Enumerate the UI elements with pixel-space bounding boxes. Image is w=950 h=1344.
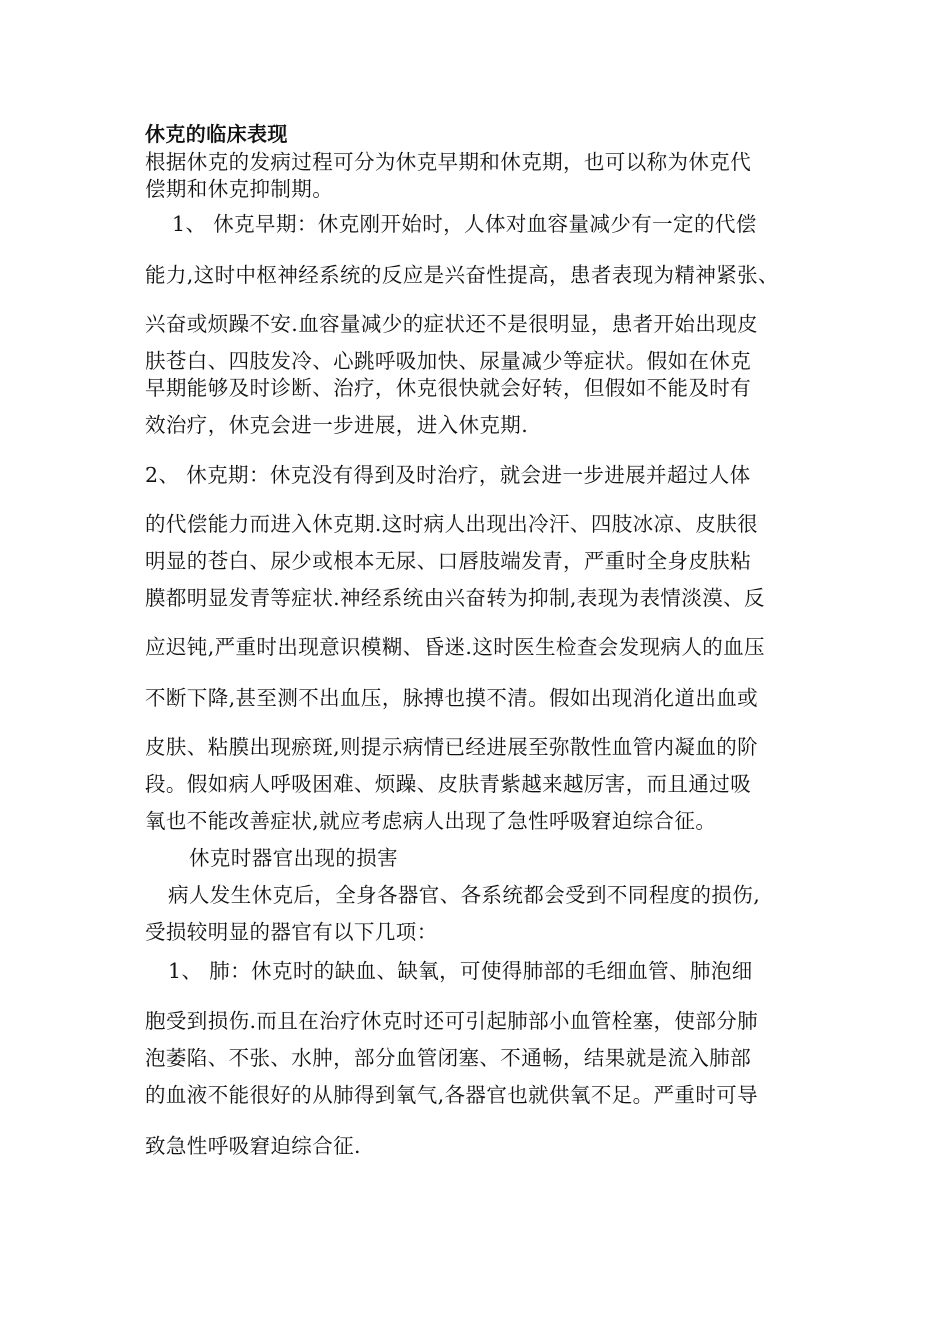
text-line: 应迟钝,严重时出现意识模糊、昏迷.这时医生检查会发现病人的血压 <box>145 635 765 659</box>
text-line: 受损较明显的器官有以下几项： <box>145 920 438 944</box>
text-line: 致急性呼吸窘迫综合征. <box>145 1134 361 1158</box>
document-title: 休克的临床表现 <box>145 122 288 146</box>
text-line: 段。假如病人呼吸困难、烦躁、皮肤青紫越来越厉害，而且通过吸 <box>145 772 752 796</box>
text-line: 病人发生休克后，全身各器官、各系统都会受到不同程度的损伤, <box>168 883 761 907</box>
text-line: 肤苍白、四肢发冷、心跳呼吸加快、尿量减少等症状。假如在休克 <box>145 349 752 373</box>
text-line: 泡萎陷、不张、水肿，部分血管闭塞、不通畅，结果就是流入肺部 <box>145 1046 752 1070</box>
text-line: 效治疗，休克会进一步进展，进入休克期. <box>145 413 529 437</box>
text-line: 胞受到损伤.而且在治疗休克时还可引起肺部小血管栓塞，使部分肺 <box>145 1009 759 1033</box>
text-line: 氧也不能改善症状,就应考虑病人出现了急性呼吸窘迫综合征。 <box>145 809 717 833</box>
text-line: 兴奋或烦躁不安.血容量减少的症状还不是很明显，患者开始出现皮 <box>145 312 759 336</box>
text-line: 的血液不能很好的从肺得到氧气,各器官也就供氧不足。严重时可导 <box>145 1083 759 1107</box>
text-line: 1、 休克早期：休克刚开始时，人体对血容量减少有一定的代偿 <box>172 212 757 236</box>
text-line: 2、 休克期：休克没有得到及时治疗，就会进一步进展并超过人体 <box>145 463 751 487</box>
text-line: 能力,这时中枢神经系统的反应是兴奋性提高，患者表现为精神紧张、 <box>145 263 779 287</box>
text-line: 膜都明显发青等症状.神经系统由兴奋转为抑制,表现为表情淡漠、反 <box>145 586 765 610</box>
text-line: 偿期和休克抑制期。 <box>145 177 334 201</box>
text-line: 1、 肺：休克时的缺血、缺氧，可使得肺部的毛细血管、肺泡细 <box>168 959 753 983</box>
text-line: 不断下降,甚至测不出血压，脉搏也摸不清。假如出现消化道出血或 <box>145 686 759 710</box>
text-line: 根据休克的发病过程可分为休克早期和休克期，也可以称为休克代 <box>145 150 752 174</box>
text-line: 早期能够及时诊断、治疗，休克很快就会好转，但假如不能及时有 <box>145 376 752 400</box>
text-line: 皮肤、粘膜出现瘀斑,则提示病情已经进展至弥散性血管内凝血的阶 <box>145 735 759 759</box>
text-line: 的代偿能力而进入休克期.这时病人出现出冷汗、四肢冰凉、皮肤很 <box>145 512 759 536</box>
text-line: 明显的苍白、尿少或根本无尿、口唇肢端发青，严重时全身皮肤粘 <box>145 549 752 573</box>
section-heading: 休克时器官出现的损害 <box>189 846 398 870</box>
